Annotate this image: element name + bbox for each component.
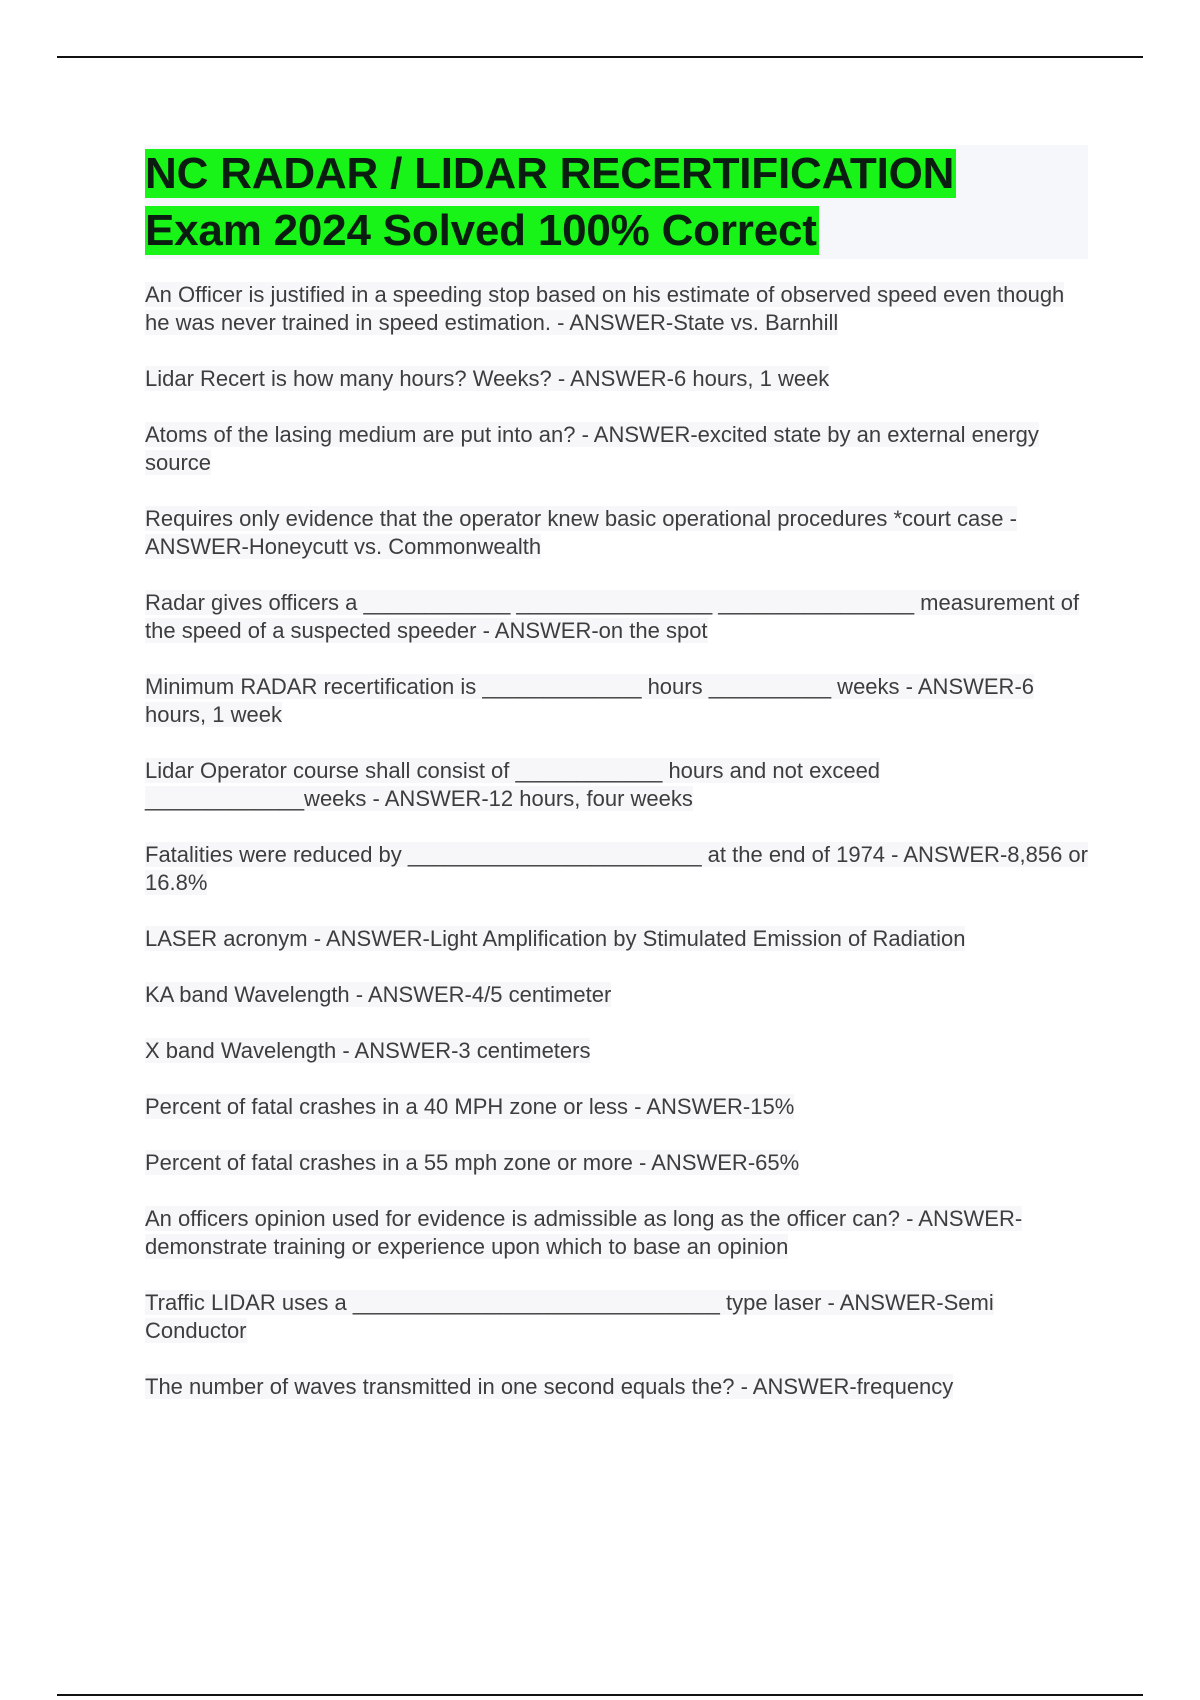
qa-item <box>145 925 1090 953</box>
document-body <box>145 145 1090 1429</box>
qa-text: Minimum RADAR recertification is _____________ hours __________ weeks - ANSWER-6 hours, 1 week <box>145 674 1035 727</box>
qa-text: Requires only evidence that the operator knew basic operational procedures *court case - ANSWER-Honeycutt vs. Commonwealth <box>145 506 1017 559</box>
qa-text: Percent of fatal crashes in a 40 MPH zone or less - ANSWER-15% <box>145 1094 795 1119</box>
qa-text: Atoms of the lasing medium are put into an? - ANSWER-excited state by an external energy source <box>145 422 1039 475</box>
qa-text: LASER acronym - ANSWER-Light Amplification by Stimulated Emission of Radiation <box>145 926 966 951</box>
qa-text: Traffic LIDAR uses a ______________________________ type laser - ANSWER-Semi Conductor <box>145 1290 994 1343</box>
qa-text: Lidar Recert is how many hours? Weeks? - ANSWER-6 hours, 1 week <box>145 366 830 391</box>
qa-item <box>145 1289 1090 1345</box>
qa-item <box>145 1205 1090 1261</box>
qa-item <box>145 281 1090 337</box>
qa-text: X band Wavelength - ANSWER-3 centimeters <box>145 1038 591 1063</box>
qa-text: Lidar Operator course shall consist of ____________ hours and not exceed _____________weeks - ANSWER-12 hours, four weeks <box>145 758 881 811</box>
qa-item <box>145 1149 1090 1177</box>
qa-text: Percent of fatal crashes in a 55 mph zone or more - ANSWER-65% <box>145 1150 800 1175</box>
qa-text: An officers opinion used for evidence is admissible as long as the officer can? - ANSWER-demonstrate training or experience upon which to base an opinion <box>145 1206 1023 1259</box>
title-line-2: Exam 2024 Solved 100% Correct <box>145 206 817 255</box>
qa-item <box>145 673 1090 729</box>
top-rule <box>57 56 1143 58</box>
qa-item <box>145 421 1090 477</box>
qa-item <box>145 505 1090 561</box>
qa-text: Radar gives officers a ____________ ________________ ________________ measurement of the speed of a suspected speeder - ANSWER-on the spot <box>145 590 1080 643</box>
qa-item <box>145 841 1090 897</box>
title-line-1: NC RADAR / LIDAR RECERTIFICATION <box>145 149 955 198</box>
qa-item <box>145 589 1090 645</box>
qa-text: An Officer is justified in a speeding stop based on his estimate of observed speed even though he was never trained in speed estimation. - ANSWER-State vs. Barnhill <box>145 282 1065 335</box>
qa-text: The number of waves transmitted in one second equals the? - ANSWER-frequency <box>145 1374 954 1399</box>
qa-text: Fatalities were reduced by ________________________ at the end of 1974 - ANSWER-8,856 or 16.8% <box>145 842 1088 895</box>
title-block <box>145 145 1088 259</box>
qa-item <box>145 365 1090 393</box>
qa-item <box>145 757 1090 813</box>
question-answer-list <box>145 281 1090 1401</box>
qa-item <box>145 1093 1090 1121</box>
qa-item <box>145 1373 1090 1401</box>
document-title <box>145 145 1088 259</box>
qa-item <box>145 981 1090 1009</box>
bottom-rule <box>57 1694 1143 1696</box>
qa-item <box>145 1037 1090 1065</box>
qa-text: KA band Wavelength - ANSWER-4/5 centimeter <box>145 982 612 1007</box>
